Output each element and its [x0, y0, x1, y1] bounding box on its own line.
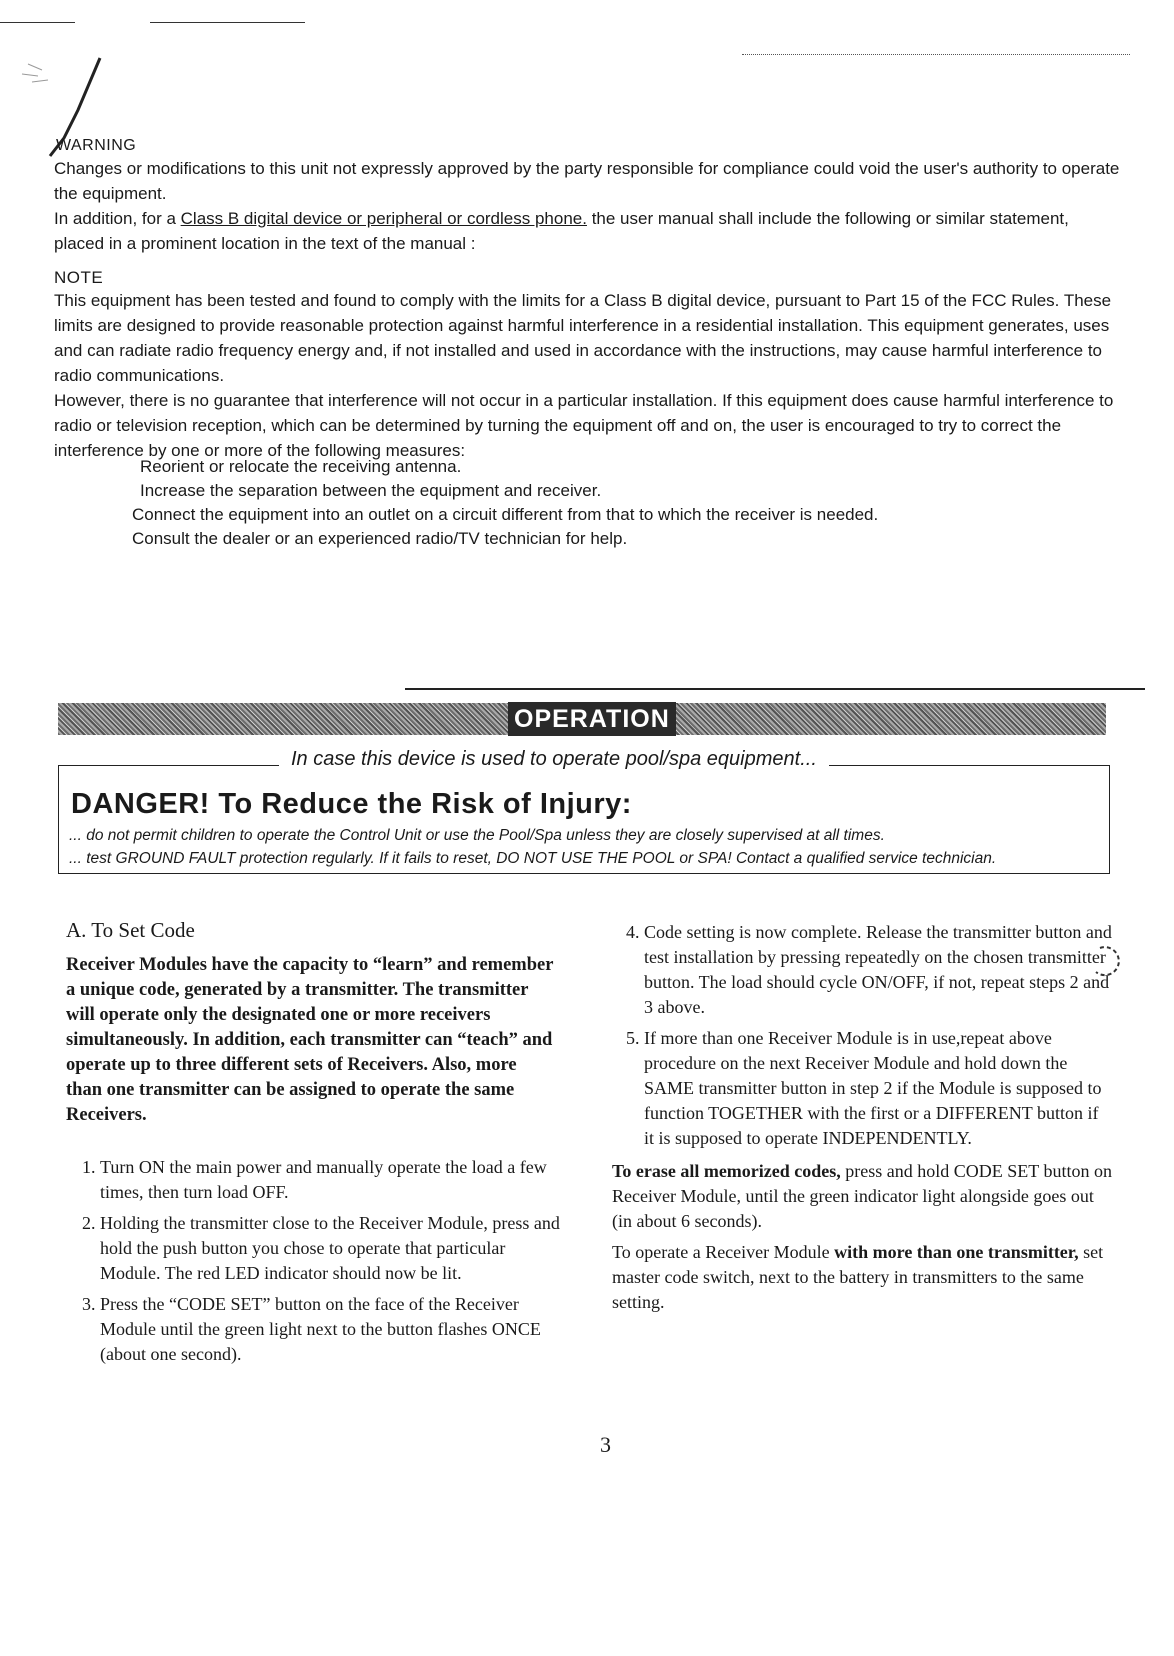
danger-line-2: ... test GROUND FAULT protection regularly. If it fails to reset, DO NOT USE THE POOL or SPA! Contact a qualified service technician. — [69, 850, 997, 867]
erase-codes-bold: To erase all memorized codes, — [612, 1161, 841, 1181]
note-heading: NOTE — [54, 268, 104, 287]
danger-box — [58, 748, 1110, 874]
step-item: 5. If more than one Receiver Module is in use,repeat above procedure on the next Receiver Module and hold down the SAME transmitter button in step 2 if the Module is supposed to function TOGETHER with the first or a DIFFERENT button if it is supposed to operate INDEPENDENTLY. — [644, 1026, 1112, 1151]
banner-top-rule — [405, 688, 1145, 690]
note-para1: This equipment has been tested and found to comply with the limits for a Class B digital device, pursuant to Part 15 of the FCC Rules. These limits are designed to provide reasonable protection against harmful interference in a residential installation. This equipment generates, uses and can radiate radio frequency energy and, if not installed and used in accordance with the instructions, may cause harmful interference to radio communications. — [54, 291, 1112, 385]
multi-transmitter-prefix: To operate a Receiver Module — [612, 1242, 835, 1262]
measure-item: Connect the equipment into an outlet on a circuit different from that to which the receiver is needed. — [132, 505, 879, 524]
top-rule-left — [0, 22, 75, 23]
warning-heading: WARNING — [56, 137, 137, 154]
warning-block — [54, 156, 1120, 256]
erase-codes-text — [612, 1159, 1112, 1234]
multi-transmitter-rest: set master code switch, next to the battery in transmitters to the same setting. — [612, 1242, 1104, 1312]
operation-title: OPERATION — [508, 702, 676, 736]
warning-line2 — [54, 206, 1120, 256]
page-number: 3 — [600, 1432, 611, 1457]
warning-line2-underlined: Class B digital device or peripheral or cordless phone. — [180, 209, 587, 228]
warning-line1: Changes or modifications to this unit not expressly approved by the party responsible for compliance could void the user's authority to operate the equipment. — [54, 159, 1120, 203]
measure-item: Consult the dealer or an experienced radio/TV technician for help. — [132, 529, 628, 548]
step-item: 2. Holding the transmitter close to the Receiver Module, press and hold the push button you chose to operate that particular Module. The red LED indicator should now be lit. — [100, 1211, 563, 1286]
step-item: 3. Press the “CODE SET” button on the face of the Receiver Module until the green light next to the button flashes ONCE (about one second). — [100, 1292, 563, 1367]
set-code-intro: Receiver Modules have the capacity to “learn” and remember a unique code, generated by a transmitter. The transmitter will operate only the designated one or more receivers simultaneously. In addition, each transmitter can “teach” and operate up to three different sets of Receivers. Also, more than one transmitter can be assigned to operate the same Receivers. — [66, 955, 554, 1125]
steps-left-list — [68, 1155, 563, 1373]
measure-item: Reorient or relocate the receiving antenna. — [140, 457, 462, 476]
step-item: 4. Code setting is now complete. Release the transmitter button and test installation by pressing repeatedly on the chosen transmitter button. The load should cycle ON/OFF, if not, repeat steps 2 and 3 above. — [644, 920, 1112, 1020]
case-tagline: In case this device is used to operate pool/spa equipment... — [279, 748, 829, 771]
top-rule-right — [742, 54, 1130, 55]
erase-codes-rest: press and hold CODE SET button on Receiver Module, until the green indicator light alongside goes out (in about 6 seconds). — [612, 1161, 1112, 1231]
danger-heading: DANGER! To Reduce the Risk of Injury: — [71, 788, 632, 820]
operation-banner — [58, 703, 1106, 735]
press-button-icon — [1090, 942, 1124, 982]
warning-line2-prefix: In addition, for a — [54, 209, 181, 228]
set-code-title: A. To Set Code — [66, 918, 195, 942]
multi-transmitter-bold: with more than one transmitter, — [834, 1242, 1079, 1262]
step-item: 1. Turn ON the main power and manually operate the load a few times, then turn load OFF. — [100, 1155, 563, 1205]
top-rule-center — [150, 22, 305, 23]
measures-list — [132, 455, 878, 551]
multi-transmitter-text — [612, 1240, 1112, 1315]
right-column — [612, 920, 1112, 1321]
note-para2: However, there is no guarantee that interference will not occur in a particular installation. If this equipment does cause harmful interference to radio or television reception, which can be determined by turning the equipment off and on, the user is encouraged to try to correct the interference by one or more of the following measures: — [54, 391, 1114, 460]
measure-item: Increase the separation between the equipment and receiver. — [140, 481, 602, 500]
warning-line2-suffix: the user manual shall include the following or similar statement, placed in a prominent location in the text of the manual : — [54, 209, 1069, 253]
danger-line-1: ... do not permit children to operate the Control Unit or use the Pool/Spa unless they are closely supervised at all times. — [69, 827, 885, 844]
note-block — [54, 288, 1124, 463]
